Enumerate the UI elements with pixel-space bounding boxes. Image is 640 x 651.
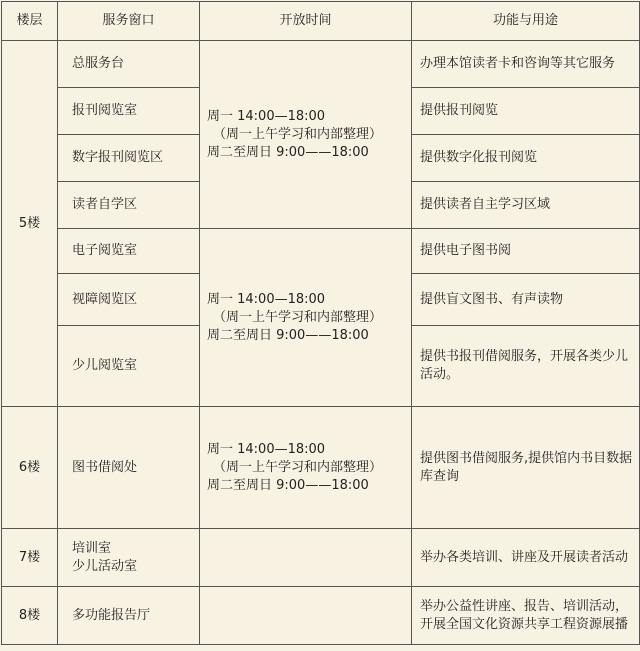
floor-8-label: 8楼	[2, 587, 58, 645]
floor-6-label: 6楼	[2, 407, 58, 529]
function-cell: 举办各类培训、讲座及开展读者活动	[412, 529, 640, 587]
window-cell: 视障阅览区	[58, 274, 200, 326]
window-cell: 图书借阅处	[58, 407, 200, 529]
table-row	[2, 529, 640, 587]
header-row	[2, 2, 640, 41]
floor-5-label: 5楼	[2, 41, 58, 407]
window-cell: 数字报刊阅览区	[58, 135, 200, 182]
function-cell: 提供数字化报刊阅览	[412, 135, 640, 182]
hours-cell	[200, 529, 412, 587]
floor-7-label: 7楼	[2, 529, 58, 587]
header-floor: 楼层	[2, 2, 58, 41]
service-table	[1, 1, 640, 645]
hours-cell: 周一 14:00—18:00 （周一上午学习和内部整理） 周二至周日 9:00——18:00	[200, 407, 412, 529]
function-cell: 办理本馆读者卡和咨询等其它服务	[412, 41, 640, 88]
function-cell: 提供书报刊借阅服务，开展各类少儿活动。	[412, 326, 640, 407]
function-cell: 提供盲文图书、有声读物	[412, 274, 640, 326]
hours-cell	[200, 587, 412, 645]
header-hours: 开放时间	[200, 2, 412, 41]
function-cell: 提供图书借阅服务,提供馆内书目数据库查询	[412, 407, 640, 529]
table-row	[2, 41, 640, 88]
table-row	[2, 407, 640, 529]
window-cell: 电子阅览室	[58, 229, 200, 274]
function-cell: 提供读者自主学习区域	[412, 182, 640, 229]
table-row	[2, 229, 640, 274]
window-cell: 报刊阅览室	[58, 88, 200, 135]
function-cell: 提供电子图书阅	[412, 229, 640, 274]
window-cell: 总服务台	[58, 41, 200, 88]
window-cell: 多功能报告厅	[58, 587, 200, 645]
table-row	[2, 587, 640, 645]
header-window: 服务窗口	[58, 2, 200, 41]
window-cell: 少儿阅览室	[58, 326, 200, 407]
hours-cell: 周一 14:00—18:00 （周一上午学习和内部整理） 周二至周日 9:00——18:00	[200, 41, 412, 229]
hours-cell: 周一 14:00—18:00 （周一上午学习和内部整理） 周二至周日 9:00——18:00	[200, 229, 412, 407]
header-function: 功能与用途	[412, 2, 640, 41]
window-cell: 培训室 少儿活动室	[58, 529, 200, 587]
window-cell: 读者自学区	[58, 182, 200, 229]
function-cell: 举办公益性讲座、报告、培训活动，开展全国文化资源共享工程资源展播	[412, 587, 640, 645]
function-cell: 提供报刊阅览	[412, 88, 640, 135]
